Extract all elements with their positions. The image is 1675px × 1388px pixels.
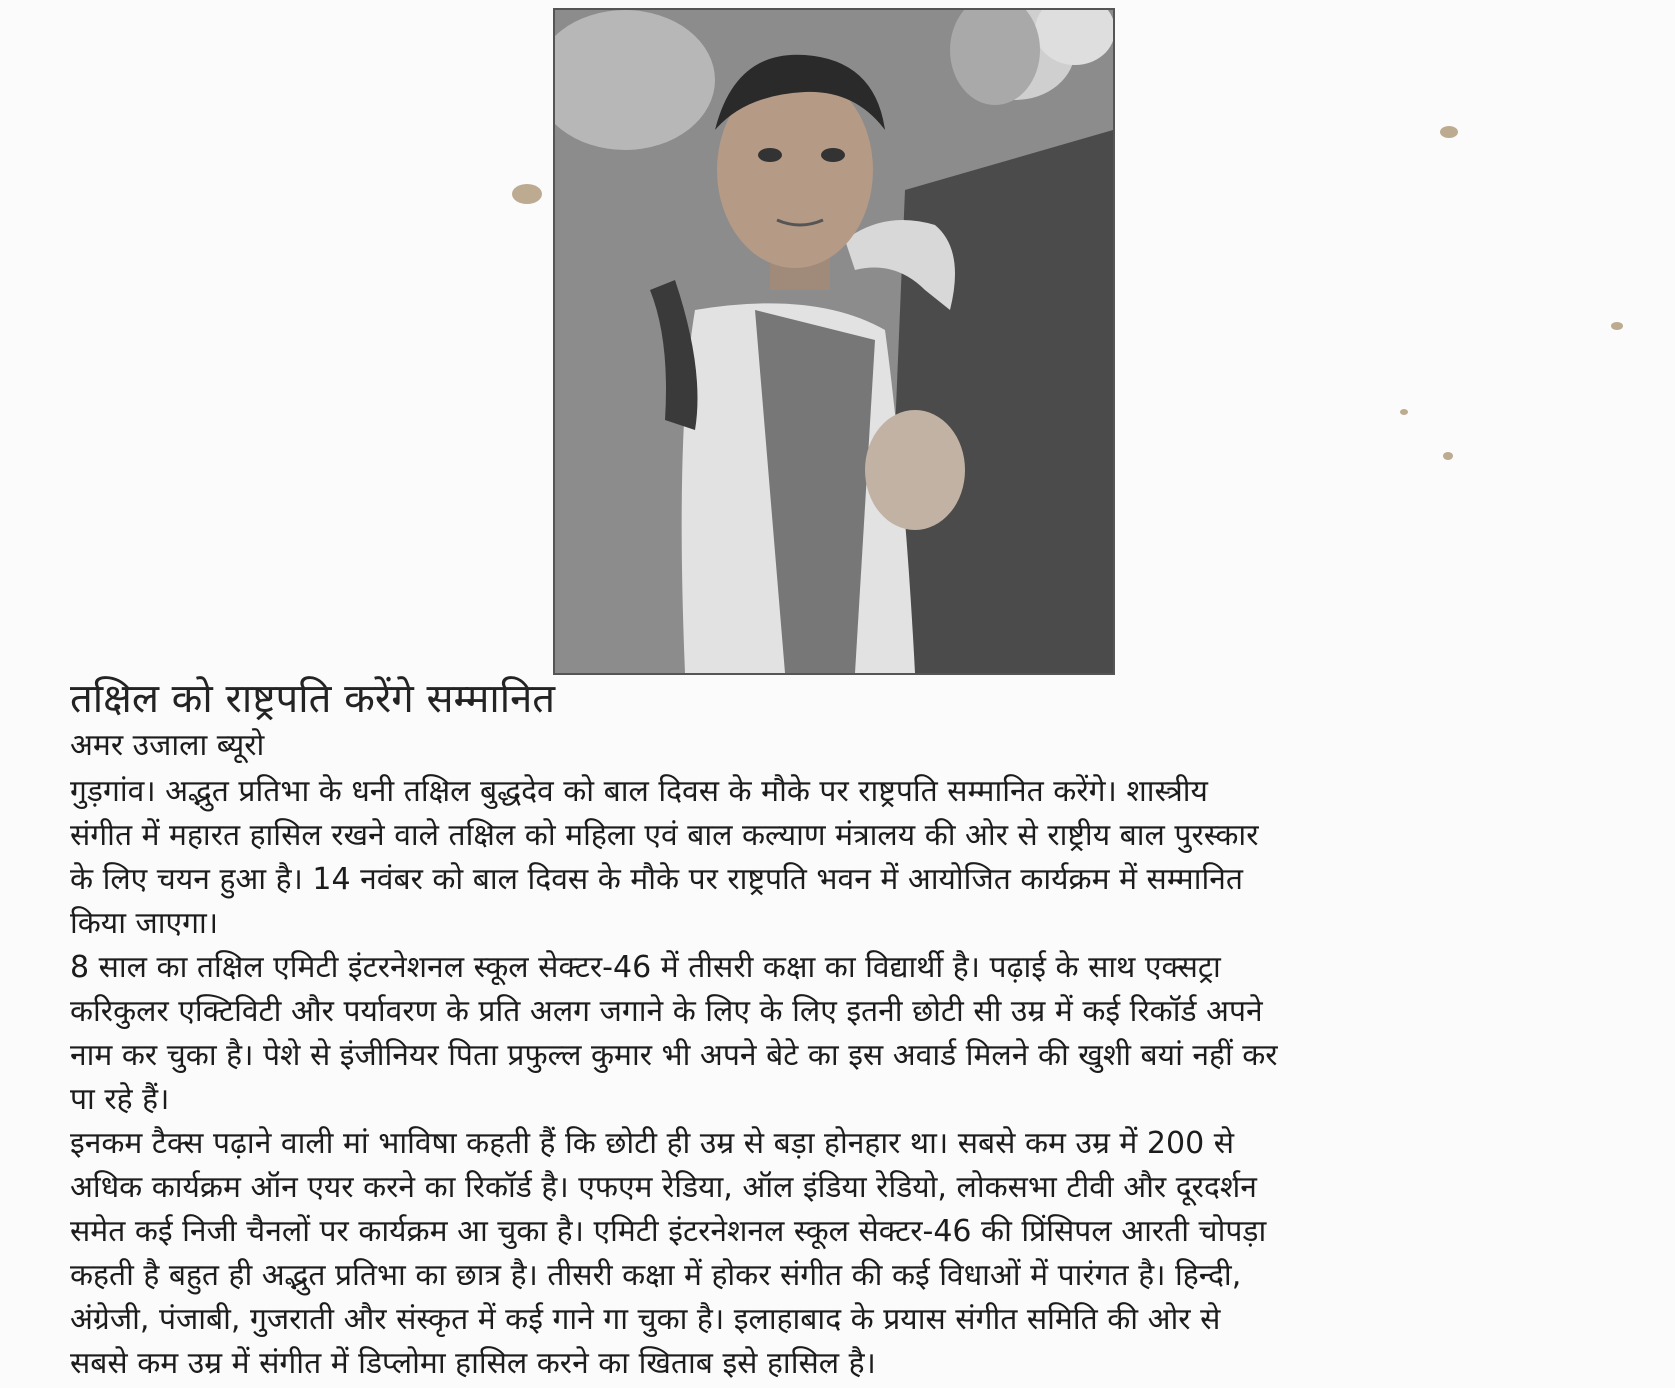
text-line: इनकम टैक्स पढ़ाने वाली मां भाविषा कहती हैं कि छोटी ही उम्र से बड़ा होनहार था। सबसे कम उम्र में 200 से — [70, 1126, 1234, 1161]
paper-stain — [1443, 452, 1453, 460]
article-body — [70, 770, 1630, 1386]
paper-stain — [1611, 322, 1623, 330]
text-line: 8 साल का तक्षिल एमिटी इंटरनेशनल स्कूल सेक्टर-46 में तीसरी कक्षा का विद्यार्थी है। पढ़ाई के साथ एक्सट्रा — [70, 950, 1221, 985]
text-line: करिकुलर एक्टिविटी और पर्यावरण के प्रति अलग जगाने के लिए के लिए इतनी छोटी सी उम्र में कई रिकॉर्ड अपने — [70, 994, 1263, 1029]
article-paragraph — [70, 946, 1630, 1122]
paper-stain — [512, 184, 542, 204]
text-line: कहती है बहुत ही अद्भुत प्रतिभा का छात्र है। तीसरी कक्षा में होकर संगीत की कई विधाओं में पारंगत है। हिन्दी, — [70, 1258, 1242, 1293]
text-line: अंग्रेजी, पंजाबी, गुजराती और संस्कृत में कई गाने गा चुका है। इलाहाबाद के प्रयास संगीत समिति की ओर से — [70, 1302, 1221, 1337]
text-line: गुड़गांव। अद्भुत प्रतिभा के धनी तक्षिल बुद्धदेव को बाल दिवस के मौके पर राष्ट्रपति सम्मानित करेंगे। शास्त्रीय — [70, 774, 1208, 809]
text-line: सबसे कम उम्र में संगीत में डिप्लोमा हासिल करने का खिताब इसे हासिल है। — [70, 1346, 876, 1381]
photo-of-boy-with-garland-icon — [555, 10, 1113, 673]
article-byline: अमर उजाला ब्यूरो — [70, 728, 265, 763]
text-line: अधिक कार्यक्रम ऑन एयर करने का रिकॉर्ड है। एफएम रेडिया, ऑल इंडिया रेडियो, लोकसभा टीवी और दूरदर्शन — [70, 1170, 1257, 1205]
text-line: समेत कई निजी चैनलों पर कार्यक्रम आ चुका है। एमिटी इंटरनेशनल स्कूल सेक्टर-46 की प्रिंसिपल आरती चोपड़ा — [70, 1214, 1267, 1249]
text-line: किया जाएगा। — [70, 906, 219, 941]
text-line: संगीत में महारत हासिल रखने वाले तक्षिल को महिला एवं बाल कल्याण मंत्रालय की ओर से राष्ट्रीय बाल पुरस्कार — [70, 818, 1259, 853]
article-headline: तक्षिल को राष्ट्रपति करेंगे सम्मानित — [70, 676, 556, 722]
paper-stain — [1400, 409, 1408, 415]
paper-stain — [1440, 126, 1458, 138]
article-paragraph — [70, 770, 1630, 946]
text-line: के लिए चयन हुआ है। 14 नवंबर को बाल दिवस के मौके पर राष्ट्रपति भवन में आयोजित कार्यक्रम में सम्मानित — [70, 862, 1244, 897]
news-photo — [553, 8, 1115, 675]
text-line: पा रहे हैं। — [70, 1082, 170, 1117]
article-paragraph — [70, 1122, 1630, 1386]
text-line: नाम कर चुका है। पेशे से इंजीनियर पिता प्रफुल्ल कुमार भी अपने बेटे का इस अवार्ड मिलने की खुशी बयां नहीं कर — [70, 1038, 1278, 1073]
